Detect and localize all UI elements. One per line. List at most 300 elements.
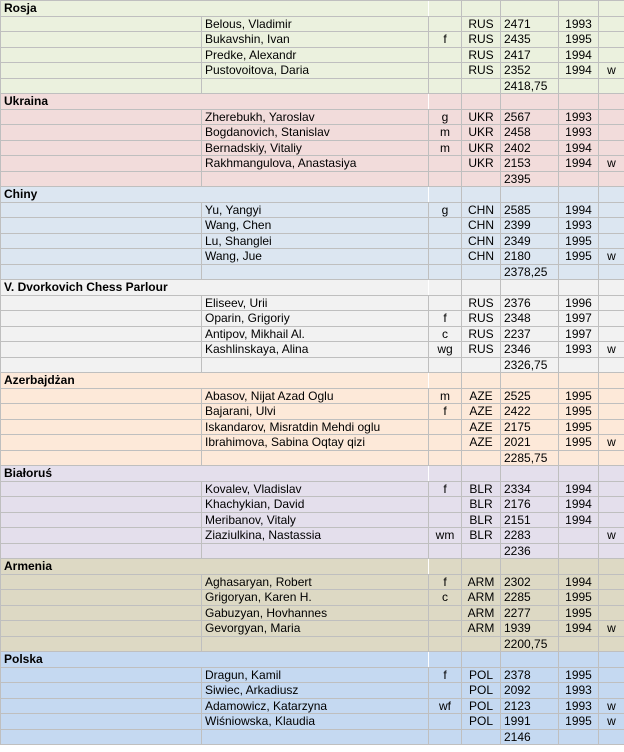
player-rating: 2277 [501,605,559,621]
player-category [599,497,624,513]
player-rating: 2349 [501,233,559,249]
player-title [429,63,462,79]
player-federation: RUS [462,295,501,311]
player-birth-year: 1995 [559,249,599,265]
player-row [1,590,624,606]
player-name: Siwiec, Arkadiusz [202,683,429,699]
empty-cell [429,1,462,17]
player-rating: 2021 [501,435,559,451]
player-title: m [429,388,462,404]
player-federation: ARM [462,590,501,606]
player-title [429,497,462,513]
empty-cell [462,171,501,187]
player-rating: 2123 [501,698,559,714]
player-name: Lu, Shanglei [202,233,429,249]
empty-cell [1,264,202,280]
player-name: Kovalev, Vladislav [202,481,429,497]
player-birth-year: 1995 [559,32,599,48]
empty-cell [1,636,202,652]
empty-cell [599,636,624,652]
empty-cell [462,78,501,94]
player-rating: 2471 [501,16,559,32]
empty-cell [462,450,501,466]
player-category: w [599,621,624,637]
player-name: Wang, Chen [202,218,429,234]
empty-cell [1,714,202,730]
empty-cell [429,264,462,280]
player-name: Meribanov, Vitaly [202,512,429,528]
player-title: g [429,109,462,125]
player-birth-year: 1993 [559,698,599,714]
empty-cell [1,528,202,544]
empty-cell [1,435,202,451]
empty-cell [202,450,429,466]
empty-cell [429,729,462,745]
empty-cell [1,574,202,590]
team-average-row [1,450,624,466]
player-federation: POL [462,714,501,730]
player-title: f [429,667,462,683]
player-birth-year: 1994 [559,574,599,590]
player-birth-year: 1995 [559,590,599,606]
player-birth-year: 1995 [559,667,599,683]
player-name: Gevorgyan, Maria [202,621,429,637]
player-federation: POL [462,683,501,699]
player-birth-year: 1994 [559,621,599,637]
player-name: Zherebukh, Yaroslav [202,109,429,125]
player-row [1,202,624,218]
player-category: w [599,156,624,172]
empty-cell [1,450,202,466]
empty-cell [559,636,599,652]
empty-cell [1,590,202,606]
player-title [429,683,462,699]
player-row [1,63,624,79]
empty-cell [501,280,559,296]
team-average-row [1,729,624,745]
player-rating: 2283 [501,528,559,544]
player-title [429,419,462,435]
player-row [1,714,624,730]
player-title: m [429,125,462,141]
empty-cell [429,171,462,187]
player-birth-year: 1994 [559,481,599,497]
player-title: f [429,574,462,590]
player-name: Khachykian, David [202,497,429,513]
empty-cell [599,280,624,296]
empty-cell [462,373,501,389]
player-category [599,481,624,497]
player-name: Kashlinskaya, Alina [202,342,429,358]
player-birth-year: 1993 [559,109,599,125]
empty-cell [599,171,624,187]
player-row [1,295,624,311]
player-federation: CHN [462,218,501,234]
empty-cell [559,357,599,373]
player-birth-year: 1994 [559,47,599,63]
player-category: w [599,342,624,358]
player-category [599,311,624,327]
empty-cell [501,187,559,203]
empty-cell [429,187,462,203]
empty-cell [559,171,599,187]
player-title [429,218,462,234]
player-birth-year: 1993 [559,125,599,141]
empty-cell [202,78,429,94]
team-name: Ukraina [1,94,429,110]
empty-cell [559,652,599,668]
empty-cell [599,559,624,575]
player-rating: 2348 [501,311,559,327]
player-birth-year: 1993 [559,218,599,234]
player-name: Antipov, Mikhail Al. [202,326,429,342]
player-federation: BLR [462,512,501,528]
player-category [599,125,624,141]
empty-cell [559,450,599,466]
player-rating: 2585 [501,202,559,218]
player-title: f [429,311,462,327]
player-federation: RUS [462,47,501,63]
team-average-rating: 2378,25 [501,264,559,280]
player-category: w [599,63,624,79]
empty-cell [1,311,202,327]
player-category: w [599,528,624,544]
empty-cell [501,94,559,110]
player-row [1,249,624,265]
player-federation: AZE [462,419,501,435]
empty-cell [1,404,202,420]
empty-cell [1,202,202,218]
empty-cell [559,78,599,94]
player-name: Ibrahimova, Sabina Oqtay qizi [202,435,429,451]
empty-cell [462,1,501,17]
player-birth-year: 1997 [559,311,599,327]
player-row [1,698,624,714]
player-birth-year: 1995 [559,419,599,435]
player-rating: 2399 [501,218,559,234]
player-rating: 2302 [501,574,559,590]
player-federation: RUS [462,32,501,48]
player-category: w [599,435,624,451]
player-category: w [599,698,624,714]
player-row [1,218,624,234]
player-row [1,435,624,451]
player-federation: RUS [462,342,501,358]
player-name: Abasov, Nijat Azad Oglu [202,388,429,404]
empty-cell [429,636,462,652]
player-name: Ziaziulkina, Nastassia [202,528,429,544]
empty-cell [599,450,624,466]
empty-cell [1,171,202,187]
empty-cell [559,187,599,203]
player-birth-year: 1997 [559,326,599,342]
player-row [1,388,624,404]
player-name: Predke, Alexandr [202,47,429,63]
empty-cell [462,280,501,296]
player-category: w [599,714,624,730]
player-row [1,481,624,497]
empty-cell [599,652,624,668]
player-name: Rakhmangulova, Anastasiya [202,156,429,172]
team-average-rating: 2395 [501,171,559,187]
player-federation: AZE [462,404,501,420]
player-title: wg [429,342,462,358]
empty-cell [559,94,599,110]
empty-cell [559,466,599,482]
player-birth-year: 1996 [559,295,599,311]
player-category [599,233,624,249]
empty-cell [599,357,624,373]
team-average-row [1,78,624,94]
empty-cell [559,264,599,280]
empty-cell [559,559,599,575]
player-title: f [429,32,462,48]
player-category [599,202,624,218]
player-rating: 2153 [501,156,559,172]
player-row [1,32,624,48]
empty-cell [462,466,501,482]
empty-cell [202,636,429,652]
player-title [429,605,462,621]
player-name: Wang, Jue [202,249,429,265]
player-name: Bukavshin, Ivan [202,32,429,48]
player-category [599,109,624,125]
player-birth-year: 1994 [559,156,599,172]
empty-cell [599,78,624,94]
player-federation: RUS [462,16,501,32]
player-title: f [429,481,462,497]
empty-cell [462,559,501,575]
player-federation: BLR [462,528,501,544]
player-row [1,574,624,590]
player-name: Iskandarov, Misratdin Mehdi oglu [202,419,429,435]
empty-cell [429,280,462,296]
empty-cell [599,94,624,110]
team-average-row [1,357,624,373]
empty-cell [1,419,202,435]
empty-cell [501,373,559,389]
player-category [599,32,624,48]
player-title [429,47,462,63]
empty-cell [501,466,559,482]
player-title: m [429,140,462,156]
player-row [1,47,624,63]
player-federation: ARM [462,621,501,637]
empty-cell [429,466,462,482]
empty-cell [1,605,202,621]
empty-cell [429,357,462,373]
player-rating: 2378 [501,667,559,683]
empty-cell [1,698,202,714]
empty-cell [429,450,462,466]
empty-cell [202,729,429,745]
empty-cell [462,543,501,559]
empty-cell [599,543,624,559]
player-title: f [429,404,462,420]
player-name: Bajarani, Ulvi [202,404,429,420]
empty-cell [1,388,202,404]
player-category [599,47,624,63]
player-birth-year: 1994 [559,202,599,218]
team-name: Białoruś [1,466,429,482]
player-birth-year: 1993 [559,16,599,32]
team-average-rating: 2200,75 [501,636,559,652]
player-federation: BLR [462,481,501,497]
player-category [599,140,624,156]
empty-cell [462,94,501,110]
player-birth-year: 1993 [559,683,599,699]
empty-cell [462,636,501,652]
player-row [1,683,624,699]
player-title: wm [429,528,462,544]
player-row [1,233,624,249]
team-average-rating: 2418,75 [501,78,559,94]
empty-cell [429,94,462,110]
empty-cell [1,233,202,249]
empty-cell [1,32,202,48]
player-rating: 2237 [501,326,559,342]
player-birth-year: 1994 [559,512,599,528]
team-name: Azerbajdżan [1,373,429,389]
player-federation: CHN [462,249,501,265]
empty-cell [1,47,202,63]
player-birth-year: 1995 [559,605,599,621]
player-name: Eliseev, Urii [202,295,429,311]
player-row [1,528,624,544]
team-average-row [1,636,624,652]
empty-cell [1,543,202,559]
empty-cell [1,16,202,32]
player-title: g [429,202,462,218]
player-title [429,16,462,32]
player-category [599,218,624,234]
empty-cell [429,559,462,575]
player-row [1,404,624,420]
player-row [1,667,624,683]
empty-cell [202,543,429,559]
player-row [1,125,624,141]
player-rating: 2180 [501,249,559,265]
player-category [599,683,624,699]
player-rating: 2435 [501,32,559,48]
team-name: Rosja [1,1,429,17]
empty-cell [599,1,624,17]
table-body [1,1,624,745]
player-name: Wiśniowska, Klaudia [202,714,429,730]
player-category [599,16,624,32]
team-average-rating: 2285,75 [501,450,559,466]
player-birth-year: 1994 [559,63,599,79]
player-row [1,621,624,637]
empty-cell [599,373,624,389]
team-average-rating: 2326,75 [501,357,559,373]
empty-cell [1,357,202,373]
team-average-row [1,543,624,559]
player-category [599,590,624,606]
empty-cell [462,652,501,668]
player-category [599,419,624,435]
empty-cell [462,187,501,203]
player-federation: UKR [462,125,501,141]
player-rating: 2567 [501,109,559,125]
team-header-row [1,559,624,575]
player-federation: AZE [462,435,501,451]
team-name: Armenia [1,559,429,575]
empty-cell [202,264,429,280]
player-rating: 2402 [501,140,559,156]
team-name: V. Dvorkovich Chess Parlour [1,280,429,296]
player-rating: 1939 [501,621,559,637]
team-average-row [1,171,624,187]
empty-cell [1,63,202,79]
player-rating: 1991 [501,714,559,730]
team-header-row [1,187,624,203]
player-birth-year: 1995 [559,388,599,404]
player-title [429,295,462,311]
player-row [1,497,624,513]
empty-cell [1,621,202,637]
empty-cell [462,264,501,280]
empty-cell [559,373,599,389]
player-federation: CHN [462,202,501,218]
player-title [429,249,462,265]
player-federation: ARM [462,605,501,621]
player-rating: 2352 [501,63,559,79]
team-header-row [1,94,624,110]
player-birth-year: 1995 [559,233,599,249]
player-name: Belous, Vladimir [202,16,429,32]
player-rating: 2175 [501,419,559,435]
player-birth-year: 1994 [559,497,599,513]
player-name: Oparin, Grigoriy [202,311,429,327]
player-category [599,326,624,342]
team-average-row [1,264,624,280]
empty-cell [1,497,202,513]
empty-cell [429,78,462,94]
player-category [599,574,624,590]
player-title [429,435,462,451]
player-birth-year: 1995 [559,435,599,451]
team-header-row [1,373,624,389]
team-header-row [1,1,624,17]
player-federation: RUS [462,326,501,342]
empty-cell [462,729,501,745]
player-birth-year: 1995 [559,404,599,420]
empty-cell [1,683,202,699]
empty-cell [429,543,462,559]
player-federation: RUS [462,311,501,327]
team-header-row [1,280,624,296]
empty-cell [1,342,202,358]
player-federation: UKR [462,156,501,172]
player-category [599,295,624,311]
player-birth-year: 1994 [559,140,599,156]
player-title [429,714,462,730]
player-name: Gabuzyan, Hovhannes [202,605,429,621]
empty-cell [1,125,202,141]
player-birth-year: 1995 [559,714,599,730]
player-title [429,512,462,528]
player-title: wf [429,698,462,714]
player-row [1,16,624,32]
player-rating: 2417 [501,47,559,63]
team-average-rating: 2146 [501,729,559,745]
empty-cell [501,559,559,575]
player-rating: 2376 [501,295,559,311]
player-federation: RUS [462,63,501,79]
player-rating: 2092 [501,683,559,699]
player-row [1,419,624,435]
